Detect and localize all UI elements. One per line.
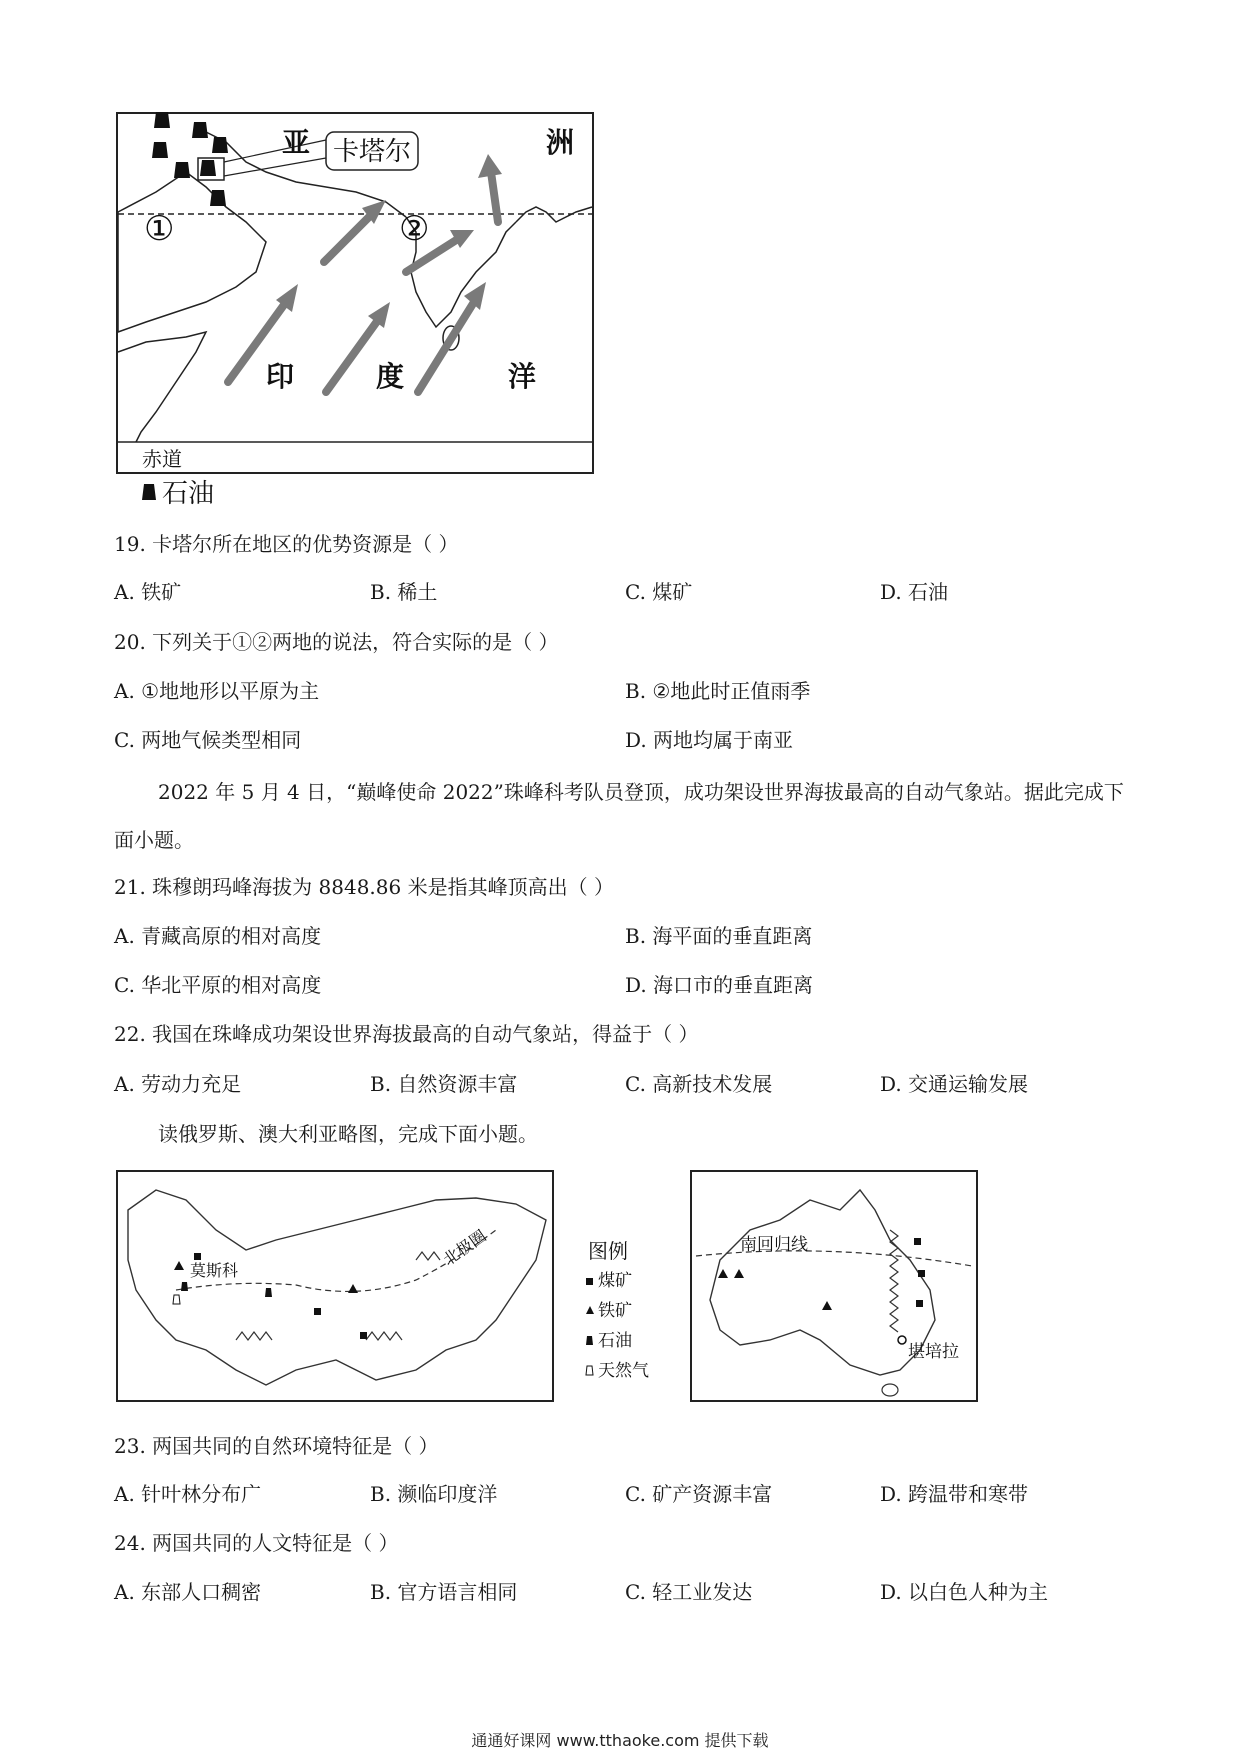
map-australia bbox=[690, 1170, 980, 1404]
label-tropic: 南回归线 bbox=[740, 1235, 808, 1255]
oil-icon bbox=[586, 1336, 593, 1345]
question-23: 23. 两国共同的自然环境特征是（ ） bbox=[114, 1434, 439, 1458]
map-south-asia-svg bbox=[116, 112, 596, 512]
q21-option-b[interactable]: B. 海平面的垂直距离 bbox=[625, 924, 813, 948]
label-ocean-1: 印 bbox=[266, 360, 295, 393]
label-canberra: 堪培拉 bbox=[908, 1342, 959, 1362]
label-asia-2: 洲 bbox=[546, 126, 575, 159]
map-australia-svg bbox=[690, 1170, 980, 1404]
q19-option-d[interactable]: D. 石油 bbox=[880, 580, 949, 604]
q22-option-a[interactable]: A. 劳动力充足 bbox=[114, 1072, 242, 1096]
q21-option-c[interactable]: C. 华北平原的相对高度 bbox=[114, 973, 322, 997]
label-ocean-2: 度 bbox=[376, 360, 405, 393]
q20-option-c[interactable]: C. 两地气候类型相同 bbox=[114, 728, 302, 752]
page-footer: 通通好课网 www.tthaoke.com 提供下载 bbox=[471, 1731, 769, 1750]
label-region-1: ① bbox=[144, 209, 175, 249]
q21-option-a[interactable]: A. 青藏高原的相对高度 bbox=[114, 924, 322, 948]
legend-title: 图例 bbox=[588, 1239, 628, 1263]
q24-option-a[interactable]: A. 东部人口稠密 bbox=[114, 1580, 262, 1604]
question-24: 24. 两国共同的人文特征是（ ） bbox=[114, 1531, 399, 1555]
map-russia-svg bbox=[116, 1170, 556, 1404]
label-moscow: 莫斯科 bbox=[190, 1261, 239, 1280]
q23-option-c[interactable]: C. 矿产资源丰富 bbox=[625, 1482, 773, 1506]
label-ocean-3: 洋 bbox=[508, 360, 537, 393]
label-arctic-circle: 北极圈 bbox=[439, 1226, 490, 1270]
map-legend bbox=[580, 1238, 680, 1388]
q19-option-b[interactable]: B. 稀土 bbox=[370, 580, 438, 604]
q22-option-d[interactable]: D. 交通运输发展 bbox=[880, 1072, 1029, 1096]
legend-iron: 铁矿 bbox=[598, 1301, 632, 1321]
q23-option-b[interactable]: B. 濒临印度洋 bbox=[370, 1482, 498, 1506]
passage-everest: 2022 年 5 月 4 日，“巅峰使命 2022”珠峰科考队员登顶，成功架设世界海拔最高的自动气象站。据此完成下面小题。 bbox=[114, 780, 1124, 852]
q21-option-d[interactable]: D. 海口市的垂直距离 bbox=[625, 973, 814, 997]
map-russia bbox=[116, 1170, 556, 1404]
label-equator: 赤道 bbox=[142, 447, 182, 471]
q20-option-b[interactable]: B. ②地此时正值雨季 bbox=[625, 679, 811, 703]
q24-option-c[interactable]: C. 轻工业发达 bbox=[625, 1580, 753, 1604]
q24-option-d[interactable]: D. 以白色人种为主 bbox=[880, 1580, 1049, 1604]
question-22: 22. 我国在珠峰成功架设世界海拔最高的自动气象站，得益于（ ） bbox=[114, 1022, 699, 1046]
q23-option-a[interactable]: A. 针叶林分布广 bbox=[114, 1482, 262, 1506]
q22-option-b[interactable]: B. 自然资源丰富 bbox=[370, 1072, 518, 1096]
label-asia-1: 亚 bbox=[282, 126, 311, 159]
q24-option-b[interactable]: B. 官方语言相同 bbox=[370, 1580, 518, 1604]
legend-oil-2: 石油 bbox=[598, 1331, 632, 1351]
iron-icon bbox=[586, 1306, 594, 1314]
legend-gas: 天然气 bbox=[598, 1361, 649, 1381]
q20-option-a[interactable]: A. ①地地形以平原为主 bbox=[114, 679, 320, 703]
q20-option-d[interactable]: D. 两地均属于南亚 bbox=[625, 728, 794, 752]
q22-option-c[interactable]: C. 高新技术发展 bbox=[625, 1072, 773, 1096]
oil-legend-icon bbox=[142, 484, 156, 500]
q19-option-c[interactable]: C. 煤矿 bbox=[625, 580, 693, 604]
q19-option-a[interactable]: A. 铁矿 bbox=[114, 580, 182, 604]
label-region-2: ② bbox=[399, 209, 430, 249]
legend-oil: 石油 bbox=[162, 479, 215, 509]
question-19: 19. 卡塔尔所在地区的优势资源是（ ） bbox=[114, 532, 459, 556]
question-20: 20. 下列关于①②两地的说法，符合实际的是（ ） bbox=[114, 630, 559, 654]
coal-icon bbox=[586, 1278, 593, 1285]
passage-maps: 读俄罗斯、澳大利亚略图，完成下面小题。 bbox=[158, 1122, 538, 1146]
map-south-asia bbox=[116, 112, 596, 512]
label-qatar: 卡塔尔 bbox=[332, 137, 412, 167]
question-21: 21. 珠穆朗玛峰海拔为 8848.86 米是指其峰顶高出（ ） bbox=[114, 875, 614, 899]
map-legend-svg bbox=[580, 1238, 680, 1388]
q23-option-d[interactable]: D. 跨温带和寒带 bbox=[880, 1482, 1029, 1506]
legend-coal: 煤矿 bbox=[598, 1271, 632, 1291]
gas-icon bbox=[586, 1366, 593, 1375]
